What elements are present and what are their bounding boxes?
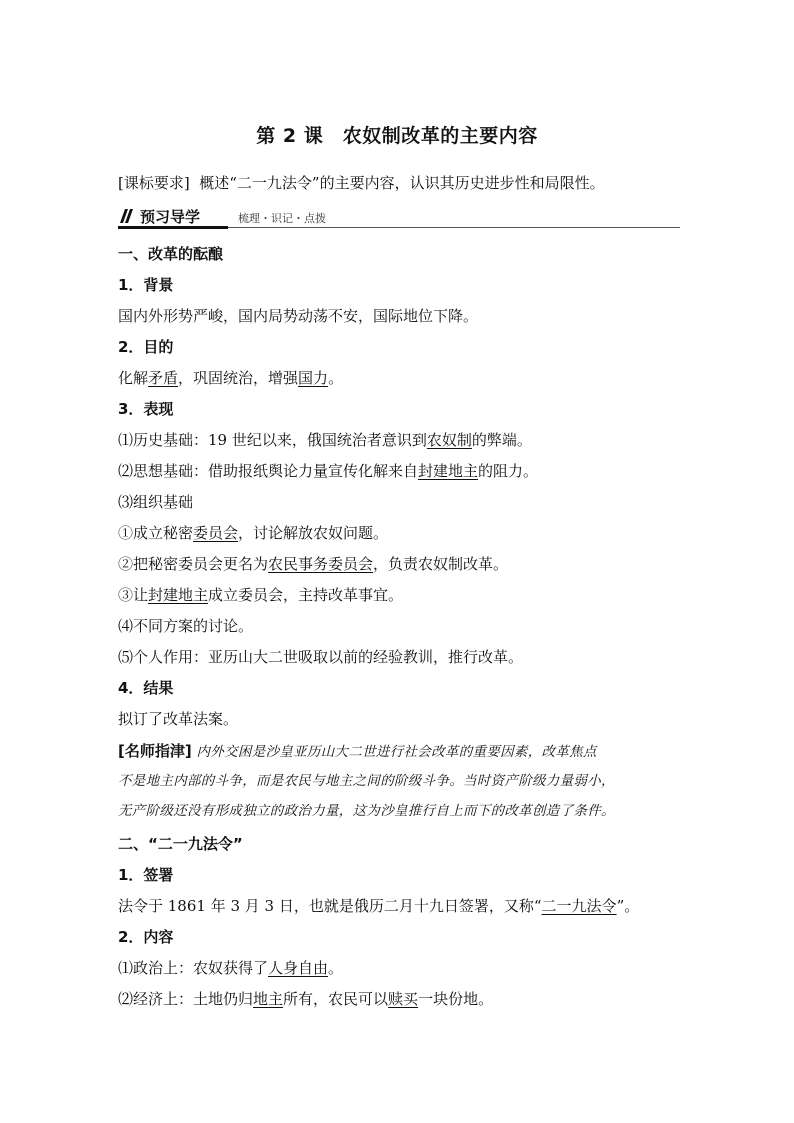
aim-heading: 2．目的: [118, 338, 174, 356]
text-segment: 。: [328, 369, 344, 387]
text-segment: ，巩固统治，增强: [178, 369, 299, 387]
signing-heading: 1．签署: [118, 866, 174, 884]
background-heading: 1．背景: [118, 276, 174, 294]
underlined-answer: 矛盾: [148, 369, 179, 387]
tip-line-2: 不是地主内部的斗争，而是农民与地主之间的阶级斗争。当时资产阶级力量弱小，: [118, 773, 615, 789]
underlined-answer: 人身自由: [268, 959, 329, 977]
text-segment: 成立委员会，主持改革事宜。: [208, 586, 404, 604]
personal-role: ⑸个人作用：亚历山大二世吸取以前的经验教训，推行改革。: [118, 648, 524, 666]
underlined-answer: 委员会: [193, 524, 239, 542]
organizational-basis: ⑶组织基础: [118, 493, 194, 511]
tip-text: 内外交困是沙皇亚历山大二世进行社会改革的重要因素，改革焦点: [196, 744, 597, 760]
result-text: 拟订了改革法案。: [118, 710, 239, 728]
background-text: 国内外形势严峻，国内局势动荡不安，国际地位下降。: [118, 307, 479, 325]
text-segment: 所有，农民可以: [283, 990, 389, 1008]
underlined-answer: 地主: [253, 990, 284, 1008]
section-bar-subtitle: 梳理・识记・点拨: [238, 212, 326, 225]
underlined-answer: 赎买: [388, 990, 419, 1008]
underlined-answer: 农民事务委员会: [268, 555, 374, 573]
part1-heading: 一、改革的酝酿: [118, 245, 224, 263]
text-segment: ①成立秘密: [118, 524, 194, 542]
underlined-answer: 农奴制: [426, 431, 472, 449]
historical-basis: [118, 430, 532, 450]
stripes-icon: [120, 209, 134, 223]
economic-content: [118, 989, 493, 1009]
text-segment: 法令于 1861 年 3 月 3 日，也就是俄历二月十九日签署，又称“: [118, 897, 542, 915]
text-segment: ，负责农奴制改革。: [373, 555, 509, 573]
tip-line-1: [118, 741, 597, 762]
section-bar-label: 预习导学: [140, 208, 201, 226]
text-segment: ，讨论解放农奴问题。: [238, 524, 389, 542]
text-segment: ⑴政治上：农奴获得了: [118, 959, 269, 977]
section-bar-underline: [118, 226, 228, 229]
underlined-answer: 封建地主: [418, 462, 479, 480]
political-content: [118, 958, 343, 978]
org-item-1: [118, 523, 388, 543]
text-segment: 的弊端。: [471, 431, 532, 449]
text-segment: ⑴历史基础：19 世纪以来，俄国统治者意识到: [118, 431, 427, 449]
text-segment: ②把秘密委员会更名为: [118, 555, 269, 573]
org-item-3: [118, 585, 403, 605]
section-bar-preview: [118, 205, 680, 228]
content-heading: 2．内容: [118, 928, 174, 946]
underlined-answer: 二一九法令: [541, 897, 617, 915]
part2-heading: 二、“二一九法令”: [118, 835, 243, 853]
signing-text: [118, 896, 639, 916]
underlined-answer: 国力: [298, 369, 329, 387]
text-segment: ”。: [616, 897, 640, 915]
text-segment: 。: [328, 959, 344, 977]
requirement-label: [课标要求]: [118, 174, 190, 192]
page-title: 第 2 课 农奴制改革的主要内容: [256, 125, 538, 147]
tip-label: [名师指津]: [118, 742, 192, 760]
org-item-2: [118, 554, 508, 574]
text-segment: ⑵思想基础：借助报纸舆论力量宣传化解来自: [118, 462, 419, 480]
text-segment: 化解: [118, 369, 149, 387]
underlined-answer: 封建地主: [148, 586, 209, 604]
course-requirement: [118, 173, 605, 193]
requirement-text: 概述“二一九法令”的主要内容，认识其历史进步性和局限性。: [199, 174, 605, 192]
text-segment: 的阻力。: [478, 462, 539, 480]
aim-text: [118, 368, 343, 388]
tip-line-3: 无产阶级还没有形成独立的政治力量，这为沙皇推行自上而下的改革创造了条件。: [118, 803, 615, 819]
result-heading: 4．结果: [118, 679, 174, 697]
text-segment: 一块份地。: [418, 990, 494, 1008]
text-segment: ③让: [118, 586, 149, 604]
performance-heading: 3．表现: [118, 400, 174, 418]
ideological-basis: [118, 461, 538, 481]
text-segment: ⑵经济上：土地仍归: [118, 990, 254, 1008]
plan-discussion: ⑷不同方案的讨论。: [118, 617, 254, 635]
